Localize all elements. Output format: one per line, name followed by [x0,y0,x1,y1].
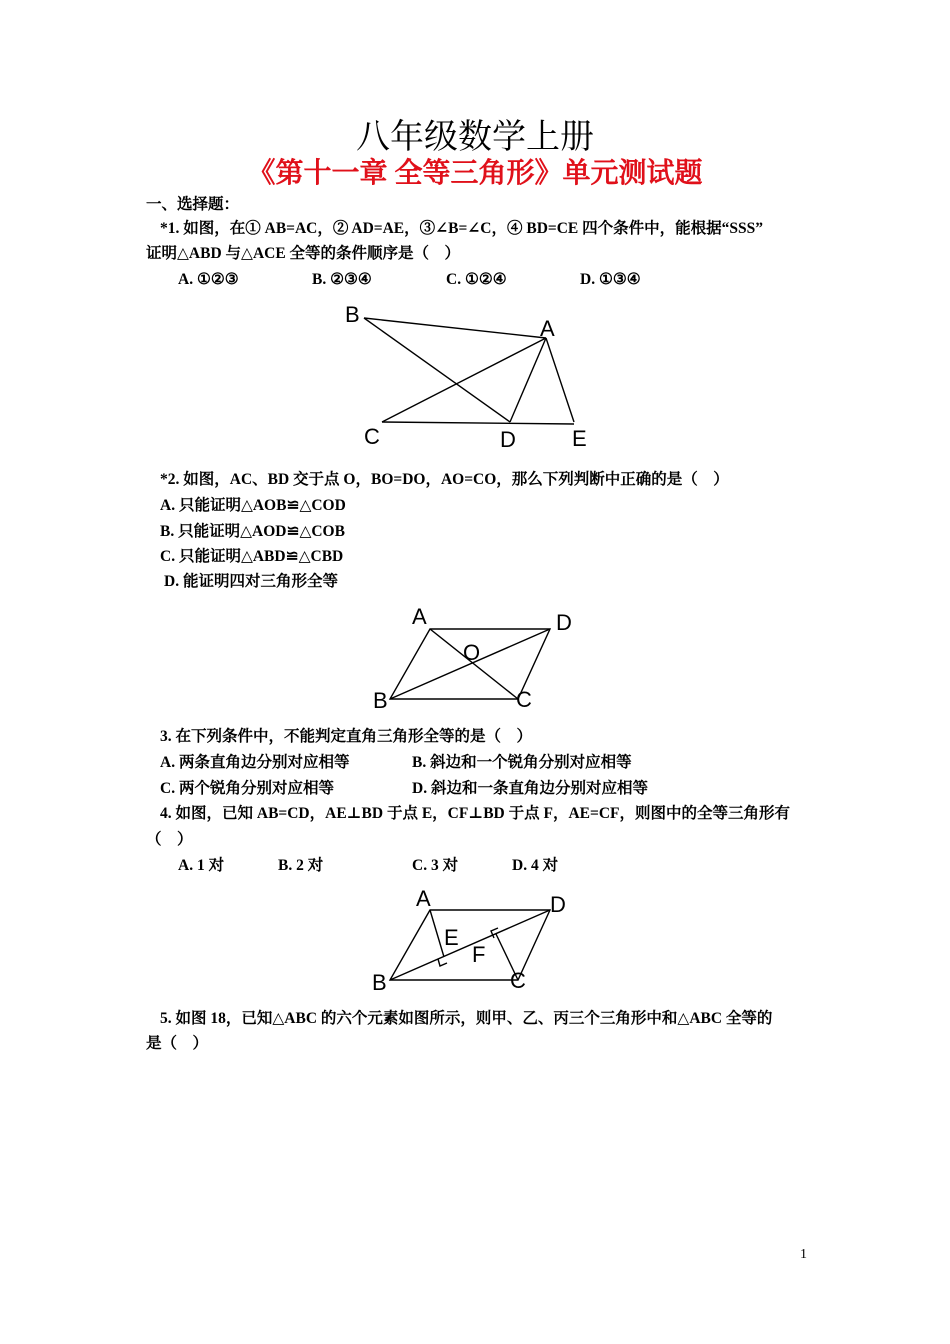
q1-segment-ac [382,338,546,422]
q2-label-o: O [463,640,481,665]
q1-figure [340,296,600,456]
q1-segment-ad [510,338,546,422]
section-heading: 一、选择题： [146,196,240,213]
q2-label-c: C [516,687,532,712]
q2-label-a: A [412,604,427,629]
q4-label-e: E [444,925,459,950]
q1-option-b: B. ②③④ [312,271,372,288]
q4-option-c: C. 3 对 [412,857,459,874]
q3-option-a: A. 两条直角边分别对应相等 [160,754,350,771]
q1-label-e: E [572,426,587,451]
q3-option-d: D. 斜边和一条直角边分别对应相等 [412,780,648,797]
q3-option-c: C. 两个锐角分别对应相等 [160,780,334,797]
q4-label-c: C [510,968,526,993]
q3-stem: 3. 在下列条件中，不能判定直角三角形全等的是（ ） [160,728,533,745]
q2-label-b: B [373,688,388,713]
q4-diagonal-bd [390,910,550,980]
q1-option-a: A. ①②③ [178,271,239,288]
page-number: 1 [800,1247,807,1262]
q2-stem: *2. 如图，AC、BD 交于点 O，BO=DO，AO=CO，那么下列判断中正确的是（ ） [160,471,729,488]
q4-option-a: A. 1 对 [178,857,225,874]
q1-segment-bd [364,318,510,422]
q1-stem-line2: 证明△ABD 与△ACE 全等的条件顺序是（ ） [146,245,461,262]
q2-figure [360,598,590,718]
q1-stem-line1: *1. 如图，在① AB=AC，② AD=AE，③∠B=∠C，④ BD=CE 四个条件中，能根据“SSS” [160,220,763,237]
q4-right-angle-e [438,959,447,966]
q1-segment-ba [364,318,546,338]
q5-stem-line1: 5. 如图 18，已知△ABC 的六个元素如图所示，则甲、乙、丙三个三角形中和△ABC 全等的 [160,1010,773,1027]
q1-segment-ae [546,338,574,422]
q2-option-c: C. 只能证明△ABD≌△CBD [160,548,344,565]
q4-label-b: B [372,970,387,995]
q2-option-a: A. 只能证明△AOB≌△COD [160,497,346,514]
q4-label-d: D [550,892,566,917]
page-title: 八年级数学上册 [356,119,594,156]
q5-stem-line2: 是（ ） [146,1035,209,1052]
q2-option-b: B. 只能证明△AOD≌△COB [160,523,345,540]
q2-label-d: D [556,610,572,635]
q4-option-d: D. 4 对 [512,857,559,874]
q1-label-d: D [500,427,516,452]
q1-segment-ce [382,422,574,424]
q1-label-c: C [364,424,380,449]
q4-option-b: B. 2 对 [278,857,324,874]
q4-stem-line1: 4. 如图，已知 AB=CD，AE⊥BD 于点 E，CF⊥BD 于点 F，AE=CF，则图中的全等三角形有 [160,805,790,822]
q1-option-c: C. ①②④ [446,271,507,288]
q4-segment-ae [430,910,444,957]
page-subtitle: 《第十一章 全等三角形》单元测试题 [247,158,703,189]
q4-figure [360,882,590,997]
q4-stem-line2: （ ） [146,831,193,848]
q3-option-b: B. 斜边和一个锐角分别对应相等 [412,754,632,771]
q4-label-f: F [472,942,486,967]
q1-label-a: A [540,316,555,341]
q4-label-a: A [416,886,431,911]
q1-label-b: B [345,302,360,327]
q2-option-d: D. 能证明四对三角形全等 [164,573,338,590]
q1-option-d: D. ①③④ [580,271,641,288]
